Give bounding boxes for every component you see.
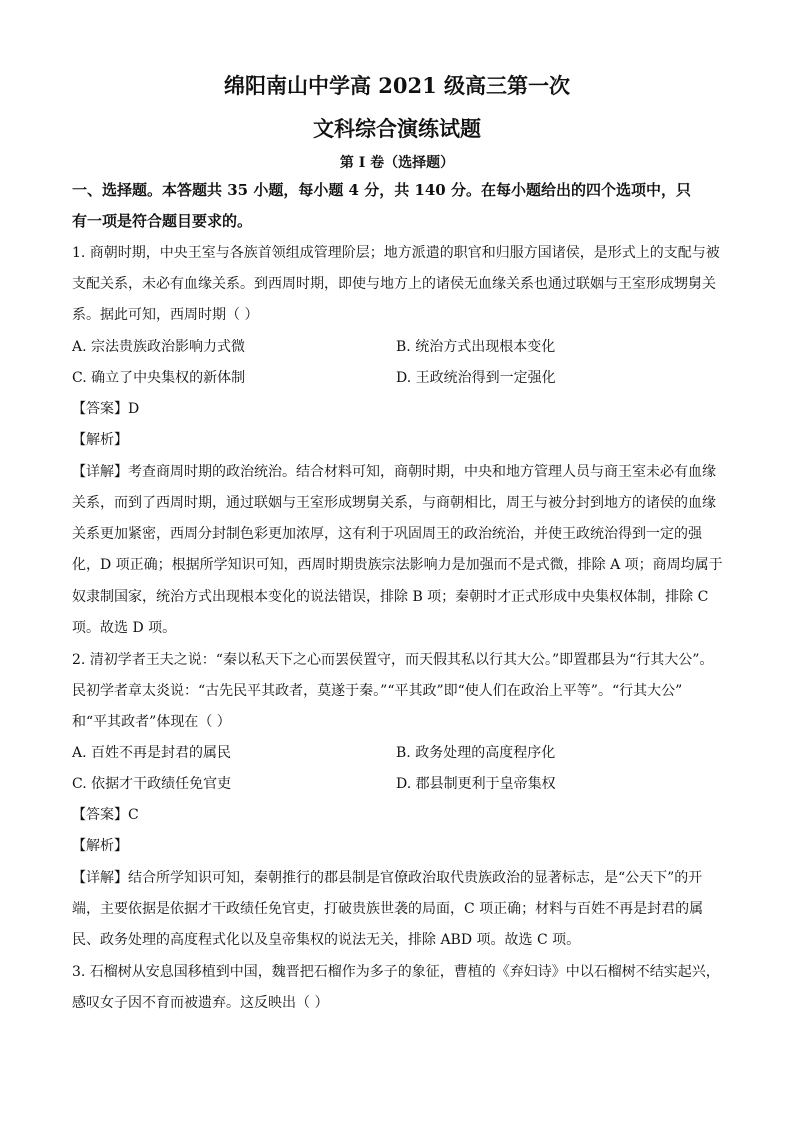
- question-2-option-b: B. 政务处理的高度程序化: [396, 745, 556, 761]
- question-1-detail-line3: 关系更加紧密，西周分封制色彩更加浓厚，这有利于巩固周王的政治统治，并使王政统治得到一定的强: [72, 526, 702, 542]
- question-2-option-a: A. 百姓不再是封君的属民: [72, 745, 232, 761]
- question-2-stem-line1: 2. 清初学者王夫之说：“秦以私天下之心而罢侯置守，而天假其私以行其大公。”即置郡县为“行其大公”。: [72, 652, 714, 668]
- section-instructions-line2: 有一项是符合题目要求的。: [72, 212, 253, 230]
- question-2-option-c: C. 依据才干政绩任免官吏: [72, 776, 232, 792]
- question-1-detail-line6: 项。故选 D 项。: [72, 620, 177, 636]
- question-1-detail-line5: 奴隶制国家，统治方式出现根本变化的说法错误，排除 B 项；秦朝时才正式形成中央集权体制，排除 C: [72, 589, 709, 605]
- question-2-stem-line3: 和“平其政者”体现在（ ）: [72, 714, 231, 730]
- question-1-option-d: D. 王政统治得到一定强化: [396, 370, 556, 386]
- question-2-analysis-label: 【解析】: [72, 838, 128, 854]
- question-1-detail-line4: 化，D 项正确；根据所学知识可知，西周时期贵族宗法影响力是加强而不是式微，排除 A 项；商周均属于: [72, 557, 723, 573]
- section-instructions-line1: 一、选择题。本答题共 35 小题，每小题 4 分，共 140 分。在每小题给出的四个选项中，只: [72, 181, 691, 199]
- question-1-stem-line1: 1. 商朝时期，中央王室与各族首领组成管理阶层；地方派遣的职官和归服方国诸侯，是形式上的支配与被: [72, 245, 720, 261]
- question-1-detail-line2: 关系，而到了西周时期，通过联姻与王室形成甥舅关系，与商朝相比，周王与被分封到地方的诸侯的血缘: [72, 495, 716, 511]
- question-2-detail-line3: 民、政务处理的高度程式化以及皇帝集权的说法无关，排除 ABD 项。故选 C 项。: [72, 932, 581, 948]
- question-3-stem-line1: 3. 石榴树从安息国移植到中国，魏晋把石榴作为多子的象征，曹植的《弃妇诗》中以石榴树不结实起兴，: [72, 964, 720, 980]
- exam-title: 绵阳南山中学高 2021 级高三第一次: [223, 73, 571, 98]
- question-1-detail-line1: 【详解】考查商周时期的政治统治。结合材料可知，商朝时期，中央和地方管理人员与商王室未必有血缘: [72, 464, 716, 480]
- exam-subtitle: 文科综合演练试题: [313, 116, 481, 141]
- question-1-answer: 【答案】D: [72, 401, 140, 417]
- question-1-stem-line3: 系。据此可知，西周时期（ ）: [72, 307, 259, 323]
- question-3-stem-line2: 感叹女子因不育而被遗弃。这反映出（ ）: [72, 995, 329, 1011]
- question-1-option-b: B. 统治方式出现根本变化: [396, 339, 556, 355]
- question-2-detail-line1: 【详解】结合所学知识可知，秦朝推行的郡县制是官僚政治取代贵族政治的显著标志，是“公天下”的开: [72, 870, 703, 886]
- question-1-option-c: C. 确立了中央集权的新体制: [72, 370, 246, 386]
- question-2-stem-line2: 民初学者章太炎说：“古先民平其政者，莫遂于秦。”“平其政”即“使人们在政治上平等”。“行其大公”: [72, 683, 683, 699]
- question-2-detail-line2: 端，主要依据是依据才干政绩任免官吏，打破贵族世袭的局面，C 项正确；材料与百姓不再是封君的属: [72, 901, 704, 917]
- volume-title: 第 I 卷（选择题）: [339, 155, 455, 171]
- question-2-answer: 【答案】C: [72, 807, 139, 823]
- question-1-stem-line2: 支配关系，未必有血缘关系。到西周时期，即使与地方上的诸侯无血缘关系也通过联姻与王室形成甥舅关: [72, 276, 716, 292]
- question-2-option-d: D. 郡县制更利于皇帝集权: [396, 776, 556, 792]
- question-1-analysis-label: 【解析】: [72, 432, 128, 448]
- question-1-option-a: A. 宗法贵族政治影响力式微: [72, 339, 246, 355]
